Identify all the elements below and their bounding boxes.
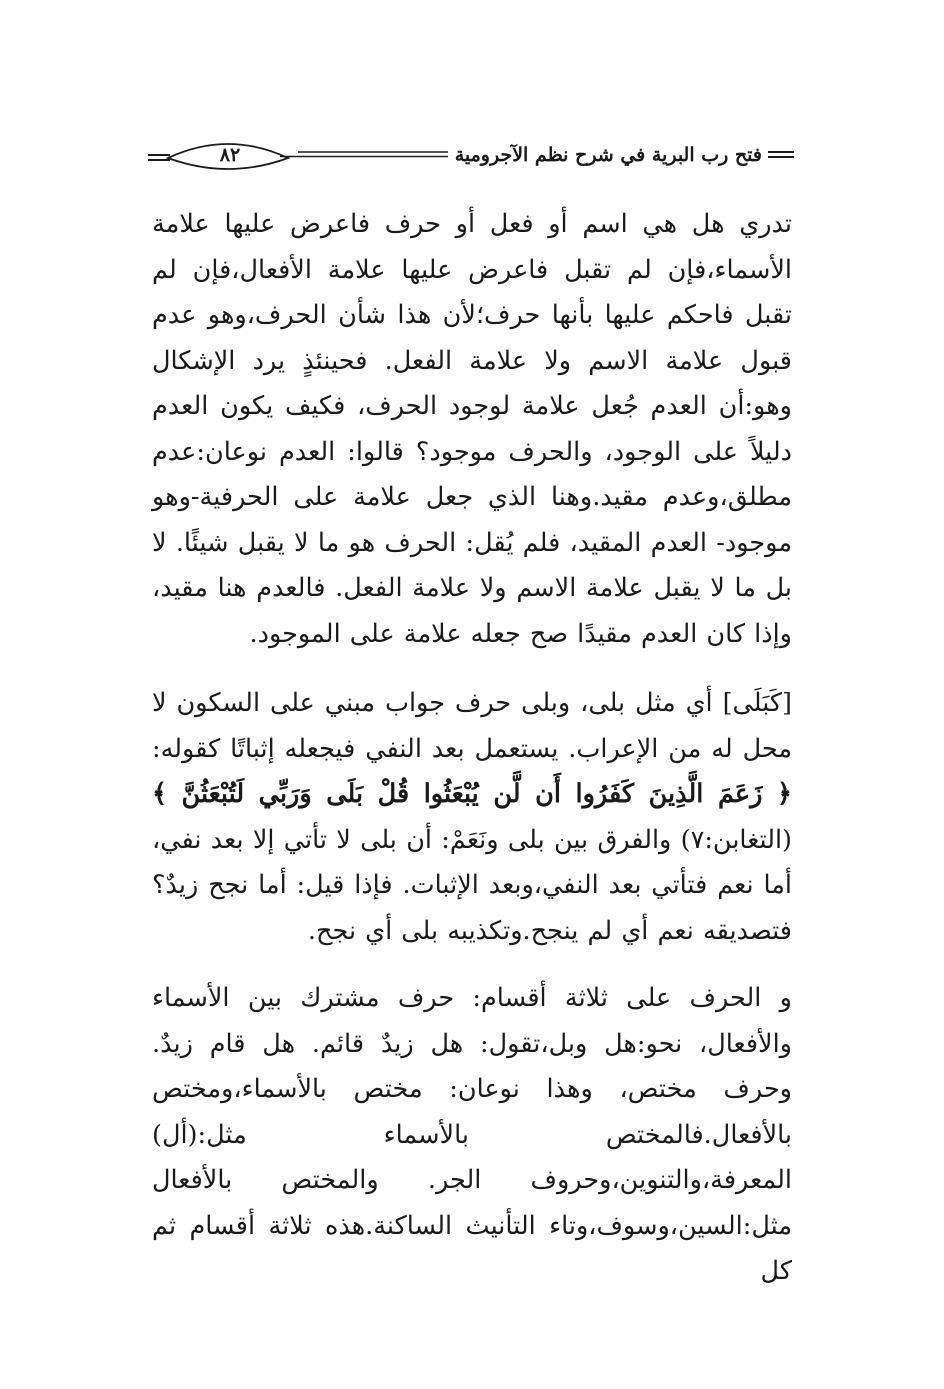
quran-verse: ﴿ زَعَمَ الَّذِينَ كَفَرُوا أَن لَّن يُبْعَثُوا قُلْ بَلَى وَرَبِّي لَتُبْعَثُنَّ ﴾ — [152, 779, 792, 809]
book-title: فتح رب البرية في شرح نظم الآجرومية — [449, 142, 768, 168]
paragraph-spacer — [152, 954, 792, 976]
paragraph-2 — [152, 681, 792, 954]
running-header — [148, 136, 794, 180]
paragraph-2-intro: أي مثل بلى، وبلى حرف جواب مبني على السكون لا محل له من الإعراب. يستعمل بعد النفي فيجعله إثباتًا كقوله: — [152, 688, 792, 764]
page-body — [152, 202, 792, 1295]
page-number: ٨٢ — [219, 144, 241, 166]
paragraph-1: تدري هل هي اسم أو فعل أو حرف فاعرض عليها علامة الأسماء،فإن لم تقبل فاعرض عليها علامة الأفعال،فإن لم تقبل فاحكم عليها بأنها حرف؛لأن هذا شأن الحرف،وهو عدم قبول علامة الاسم ولا علامة الفعل. فحينئذٍ يرد الإشكال وهو:أن العدم جُعل علامة لوجود الحرف، فكيف يكون العدم دليلاً على الوجود، والحرف موجود؟ قالوا: العدم نوعان:عدم مطلق،وعدم مقيد.وهنا الذي جعل علامة على الحرفية-وهو موجود- العدم المقيد، فلم يُقل: الحرف هو ما لا يقبل شيئًا. لا بل ما لا يقبل علامة الاسم ولا علامة الفعل. فالعدم هنا مقيد، وإذا كان العدم مقيدًا صح جعله علامة على الموجود. — [152, 209, 792, 649]
paragraph-2-rest: والفرق بين بلى ونَعَمْ: أن بلى لا تأتي إلا بعد نفي، أما نعم فتأتي بعد النفي،وبعد الإثبات. فإذا قيل: أما نجح زيدٌ؟ فتصديقه نعم أي لم ينجح.وتكذيبه بلى أي نجح. — [152, 824, 792, 946]
paragraph-spacer — [152, 657, 792, 681]
verse-citation: (التغابن:٧) — [680, 824, 792, 855]
term-kabala: [كَبَلَى] — [722, 688, 793, 718]
paragraph-3: و الحرف على ثلاثة أقسام: حرف مشترك بين الأسماء والأفعال، نحو:هل وبل،تقول: هل زيدٌ قائم. هل قام زيدٌ. وحرف مختص، وهذا نوعان: مختص بالأسماء،ومختص بالأفعال.فالمختص بالأسماء مثل:(أل) المعرفة،والتنوين،وحروف الجر. والمختص بالأفعال مثل:السين،وسوف،وتاء التأنيث الساكنة.هذه ثلاثة أقسام ثم كل — [152, 983, 792, 1286]
